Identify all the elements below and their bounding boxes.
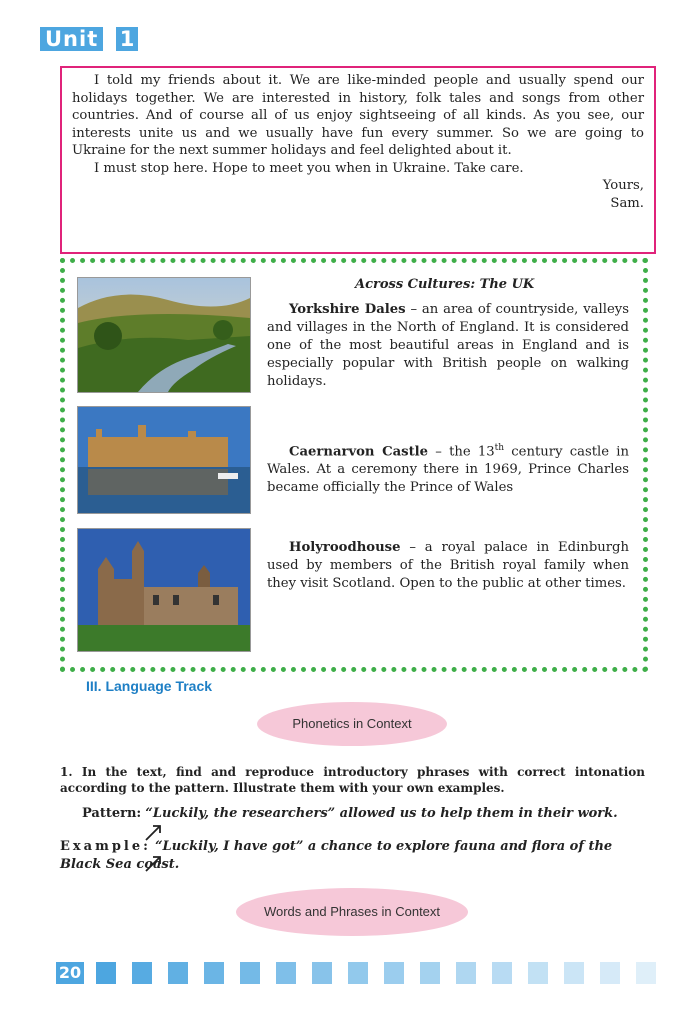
yorkshire-dales-photo bbox=[77, 277, 251, 393]
yorkshire-dales-entry bbox=[267, 301, 629, 391]
letter-paragraph-2: I must stop here. Hope to meet you when in Ukraine. Take care. bbox=[94, 160, 524, 176]
culture-title: Across Cultures: The UK bbox=[355, 277, 535, 292]
example-label: Example: bbox=[60, 839, 151, 854]
footer-square bbox=[384, 962, 404, 984]
unit-label: Unit bbox=[40, 27, 103, 51]
holyroodhouse-photo bbox=[77, 528, 251, 652]
holyroodhouse-entry bbox=[267, 539, 629, 593]
pattern-label: Pattern: bbox=[82, 806, 142, 821]
caernarvon-castle-photo bbox=[77, 406, 251, 514]
footer-square bbox=[636, 962, 656, 984]
footer-square bbox=[492, 962, 512, 984]
entry-term: Holyroodhouse bbox=[289, 540, 401, 555]
footer-square bbox=[276, 962, 296, 984]
pattern-text: “Luckily, the researchers” allowed us to help them in their work. bbox=[145, 806, 618, 821]
footer-square bbox=[204, 962, 224, 984]
section-heading: III. Language Track bbox=[86, 678, 213, 694]
pattern-line bbox=[82, 806, 618, 821]
letter-box bbox=[60, 66, 656, 254]
exercise-instruction: In the text, find and reproduce introductory phrases with correct intonation according to the pattern. Illustrate them with your own examples. bbox=[60, 765, 645, 795]
unit-number: 1 bbox=[116, 27, 138, 51]
entry-text: – a royal palace in Edinburgh used by members of the British royal family when they visit Scotland. Open to the public at other times. bbox=[267, 540, 629, 591]
footer-square bbox=[348, 962, 368, 984]
words-phrases-pill: Words and Phrases in Context bbox=[236, 888, 468, 936]
caernarvon-castle-entry: Caernarvon Castle – the 13th century castle in Wales. At a ceremony there in 1969, Prince Charles became officially the Prince of Wales bbox=[267, 443, 629, 496]
footer-square bbox=[420, 962, 440, 984]
footer-square bbox=[240, 962, 260, 984]
example-text: “Luckily, I have got” a chance to explore fauna and flora of the Black Sea coast. bbox=[60, 839, 613, 872]
exercise-number: 1. bbox=[60, 765, 73, 779]
footer-square bbox=[528, 962, 548, 984]
letter-signature: Sam. bbox=[610, 195, 644, 211]
entry-term: Yorkshire Dales bbox=[289, 302, 406, 317]
entry-term: Caernarvon Castle bbox=[289, 444, 429, 460]
footer-square bbox=[132, 962, 152, 984]
page-number: 20 bbox=[56, 962, 84, 984]
letter-paragraph-1: I told my friends about it. We are like-minded people and usually spend our holidays together. We are interested in history, folk tales and songs from other countries. And of course all of us enjoy sightseeing of all kinds. As you see, our interests unite us and we usually have fun every summer. So we are going to Ukraine for the next summer holidays and feel delighted about it. bbox=[72, 73, 644, 158]
footer-square bbox=[564, 962, 584, 984]
phonetics-pill: Phonetics in Context bbox=[257, 702, 447, 746]
footer-square bbox=[312, 962, 332, 984]
footer-square bbox=[600, 962, 620, 984]
entry-text: – an area of countryside, valleys and villages in the North of England. It is considered one of the most beautiful areas in England and is especially popular with British people on walking holidays. bbox=[267, 302, 629, 389]
arrow-icon bbox=[144, 853, 164, 873]
footer-square bbox=[96, 962, 116, 984]
letter-closing: Yours, bbox=[602, 178, 644, 193]
footer-square bbox=[456, 962, 476, 984]
exercise-1 bbox=[60, 764, 645, 796]
footer-square bbox=[168, 962, 188, 984]
across-cultures-box bbox=[60, 258, 648, 672]
